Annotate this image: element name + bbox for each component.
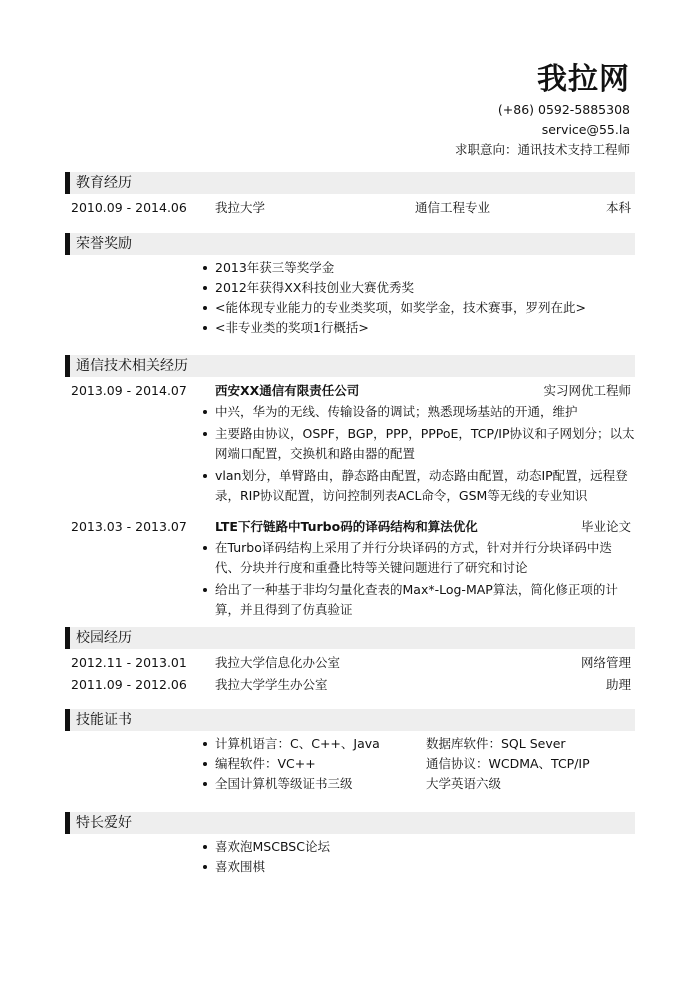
experience-role: 毕业论文 — [580, 519, 631, 534]
skills-list — [65, 734, 635, 794]
candidate-name: 我拉网 — [537, 62, 630, 97]
experience-org: 西安XX通信有限责任公司 — [215, 383, 360, 398]
hobbies-list — [65, 837, 635, 877]
experience-row — [65, 516, 635, 538]
section-title: 教育经历 — [65, 172, 635, 194]
section-title: 荣誉奖励 — [65, 233, 635, 255]
skill-left: 全国计算机等级证书三级 — [215, 776, 353, 791]
experience-section — [65, 355, 635, 620]
phone-number: (+86) 0592-5885308 — [497, 102, 630, 117]
list-item: 中兴，华为的无线、传输设备的调试；熟悉现场基站的开通，维护 — [215, 402, 635, 422]
list-item: 喜欢围棋 — [215, 857, 635, 877]
skill-right: 数据库软件：SQL Sever — [426, 736, 566, 751]
section-title: 通信技术相关经历 — [65, 355, 635, 377]
section-title: 特长爱好 — [65, 812, 635, 834]
experience-row — [65, 380, 635, 402]
campus-row — [65, 674, 635, 696]
skill-right: 通信协议：WCDMA、TCP/IP — [426, 756, 590, 771]
experience-date: 2013.03 - 2013.07 — [71, 519, 187, 534]
email-address: service@55.la — [541, 122, 630, 137]
list-item: <能体现专业能力的专业类奖项，如奖学金，技术赛事，罗列在此> — [215, 298, 635, 318]
skill-left: 计算机语言：C、C++、Java — [215, 736, 380, 751]
experience-role: 实习网优工程师 — [543, 383, 631, 398]
campus-role: 网络管理 — [580, 655, 631, 670]
campus-date: 2011.09 - 2012.06 — [71, 677, 187, 692]
list-item: 2012年获得XX科技创业大赛优秀奖 — [215, 278, 635, 298]
skill-left: 编程软件：VC++ — [215, 756, 316, 771]
honors-section — [65, 233, 635, 338]
education-major: 通信工程专业 — [415, 200, 491, 215]
skill-right: 大学英语六级 — [426, 776, 502, 791]
education-row — [65, 197, 635, 219]
campus-date: 2012.11 - 2013.01 — [71, 655, 187, 670]
education-date: 2010.09 - 2014.06 — [71, 200, 187, 215]
section-title: 校园经历 — [65, 627, 635, 649]
resume-header — [455, 62, 630, 160]
hobbies-section — [65, 812, 635, 877]
campus-role: 助理 — [605, 677, 631, 692]
list-item — [215, 754, 635, 774]
list-item — [215, 774, 635, 794]
list-item — [215, 734, 635, 754]
education-degree: 本科 — [605, 200, 631, 215]
experience-bullets — [65, 402, 635, 506]
campus-row — [65, 652, 635, 674]
honors-list — [65, 258, 635, 338]
list-item: 在Turbo译码结构上采用了并行分块译码的方式，针对并行分块译码中迭代、分块并行度和重叠比特等关键问题进行了研究和讨论 — [215, 538, 635, 578]
list-item: <非专业类的奖项1行概括> — [215, 318, 635, 338]
education-section — [65, 172, 635, 219]
campus-org: 我拉大学学生办公室 — [215, 677, 328, 692]
experience-date: 2013.09 - 2014.07 — [71, 383, 187, 398]
section-title: 技能证书 — [65, 709, 635, 731]
education-school: 我拉大学 — [215, 200, 266, 215]
experience-bullets — [65, 538, 635, 620]
job-objective: 求职意向：通讯技术支持工程师 — [454, 142, 630, 157]
campus-org: 我拉大学信息化办公室 — [215, 655, 341, 670]
skills-section — [65, 709, 635, 794]
list-item: 给出了一种基于非均匀量化查表的Max*-Log-MAP算法，简化修正项的计算，并且得到了仿真验证 — [215, 580, 635, 620]
list-item: 喜欢泡MSCBSC论坛 — [215, 837, 635, 857]
experience-org: LTE下行链路中Turbo码的译码结构和算法优化 — [215, 519, 478, 534]
list-item: 主要路由协议，OSPF，BGP，PPP，PPPoE，TCP/IP协议和子网划分；以太网端口配置，交换机和路由器的配置 — [215, 424, 635, 464]
list-item: vlan划分，单臂路由，静态路由配置，动态路由配置，动态IP配置，远程登录，RIP协议配置，访问控制列表ACL命令，GSM等无线的专业知识 — [215, 466, 635, 506]
list-item: 2013年获三等奖学金 — [215, 258, 635, 278]
campus-section — [65, 627, 635, 696]
